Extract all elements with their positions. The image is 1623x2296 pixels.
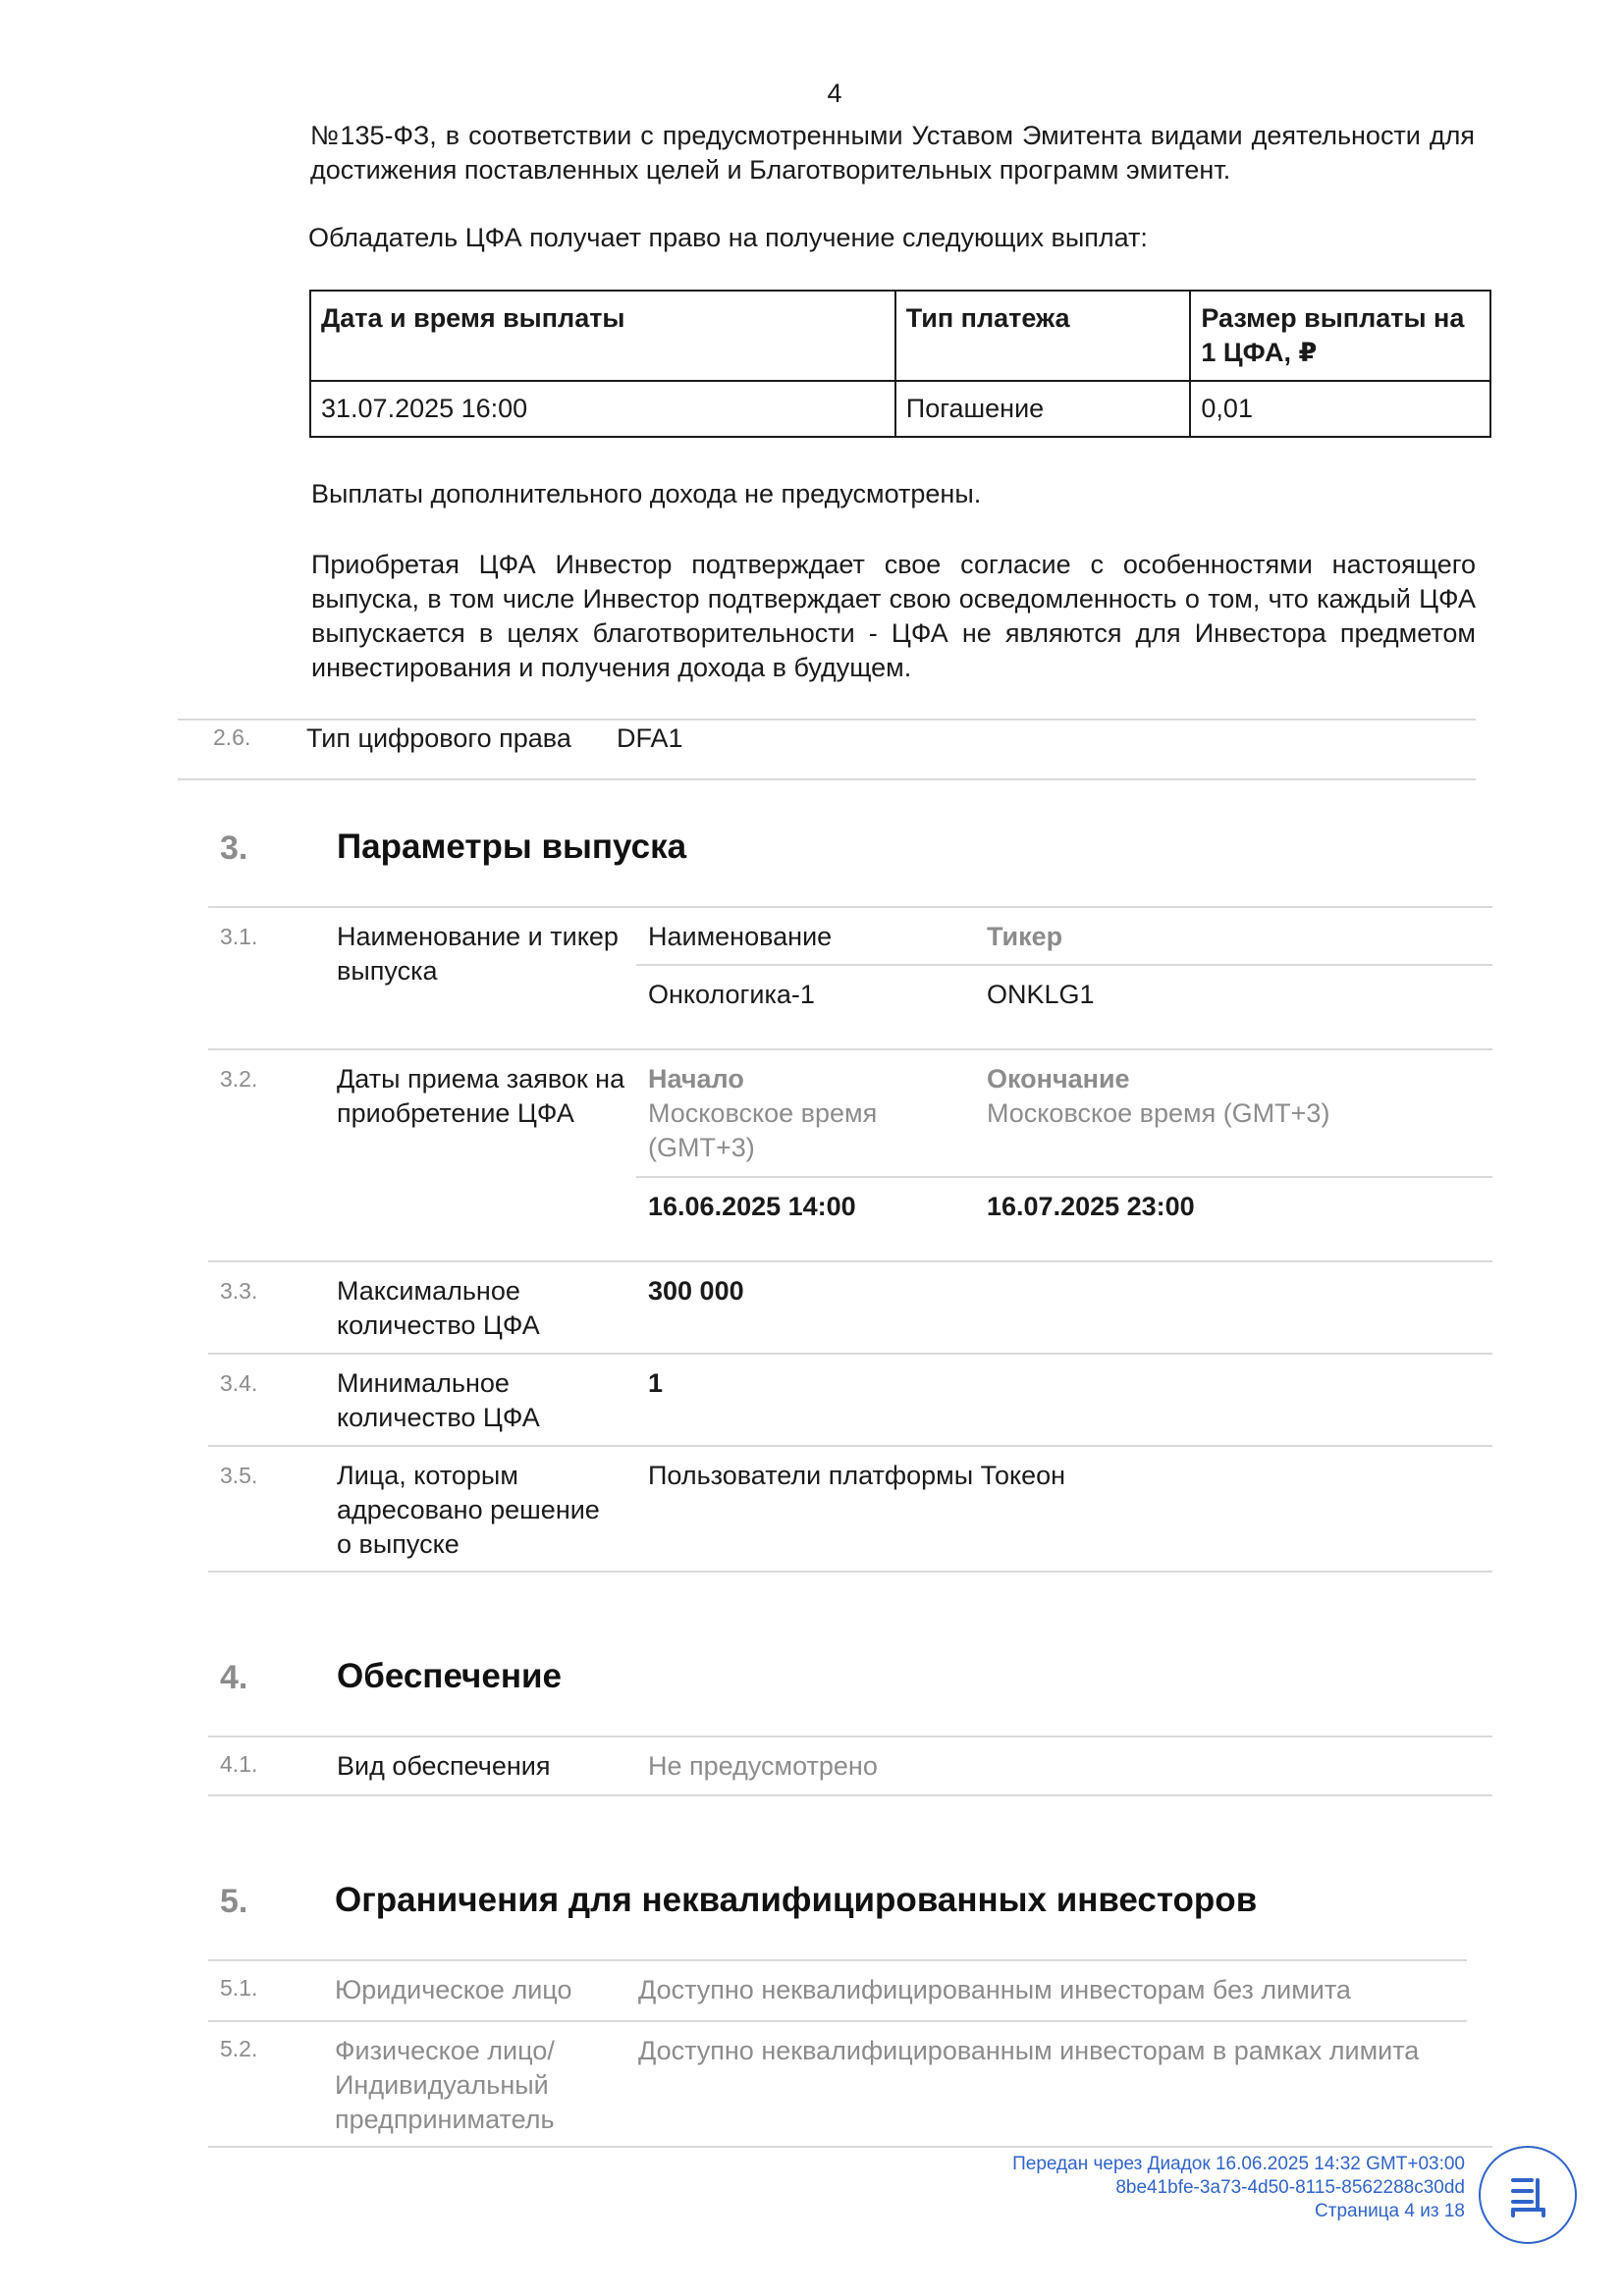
digital-right-type-value: DFA1 bbox=[617, 723, 683, 753]
item-number-3-3: 3.3. bbox=[220, 1278, 258, 1304]
diadoc-logo-icon bbox=[1479, 2146, 1577, 2244]
divider bbox=[636, 964, 1492, 966]
issue-name-ticker-label: Наименование и тикер выпуска bbox=[337, 922, 619, 986]
addressees-value: Пользователи платформы Токеон bbox=[648, 1461, 1066, 1490]
payments-table-header-row bbox=[310, 291, 1490, 381]
digital-right-type-label: Тип цифрового права bbox=[306, 723, 571, 753]
divider bbox=[178, 719, 1476, 721]
divider bbox=[636, 1176, 1492, 1178]
divider bbox=[178, 778, 1476, 780]
item-number-3-1: 3.1. bbox=[220, 924, 258, 949]
collateral-type-value: Не предусмотрено bbox=[648, 1751, 878, 1781]
section-3-number: 3. bbox=[220, 829, 248, 867]
item-number-3-5: 3.5. bbox=[220, 1463, 258, 1488]
max-quantity-label: Максимальное количество ЦФА bbox=[337, 1276, 540, 1340]
page-number: 4 bbox=[827, 79, 842, 108]
section-3-title: Параметры выпуска bbox=[337, 828, 687, 866]
item-number-5-1: 5.1. bbox=[220, 1975, 258, 2001]
divider bbox=[208, 906, 1492, 908]
stamp-page-count: Страница 4 из 18 bbox=[1315, 2201, 1465, 2221]
payment-amount-cell: 0,01 bbox=[1190, 381, 1490, 437]
item-number-3-4: 3.4. bbox=[220, 1370, 258, 1396]
no-extra-income-paragraph: Выплаты дополнительного дохода не предусмотрены. bbox=[311, 479, 982, 508]
item-number-4-1: 4.1. bbox=[220, 1751, 258, 1777]
issue-name-value: Онкологика-1 bbox=[648, 980, 815, 1009]
intro-paragraph-2: Обладатель ЦФА получает право на получение следующих выплат: bbox=[308, 223, 1148, 252]
payment-date-cell: 31.07.2025 16:00 bbox=[310, 381, 895, 437]
item-number-3-2: 3.2. bbox=[220, 1066, 258, 1092]
start-header: Начало bbox=[648, 1064, 744, 1094]
divider bbox=[208, 1959, 1467, 1961]
issue-name-header: Наименование bbox=[648, 922, 833, 951]
min-quantity-value: 1 bbox=[648, 1368, 664, 1398]
end-header: Окончание bbox=[987, 1064, 1130, 1094]
divider bbox=[208, 1445, 1492, 1447]
individual-value: Доступно неквалифицированным инвесторам в рамках лимита bbox=[638, 2036, 1420, 2065]
start-datetime-value: 16.06.2025 14:00 bbox=[648, 1192, 856, 1221]
ticker-header: Тикер bbox=[987, 922, 1063, 951]
start-timezone-note: Московское время (GMT+3) bbox=[648, 1098, 878, 1162]
payments-table bbox=[309, 290, 1491, 438]
payments-header-type: Тип платежа bbox=[895, 291, 1191, 381]
max-quantity-value: 300 000 bbox=[648, 1276, 744, 1306]
table-row bbox=[310, 381, 1490, 437]
intro-paragraph-1: №135-ФЗ, в соответствии с предусмотренными Уставом Эмитента видами деятельности для достижения поставленных целей и Благотворительных программ эмитент. bbox=[310, 121, 1475, 185]
end-timezone-note: Московское время (GMT+3) bbox=[987, 1098, 1330, 1128]
divider bbox=[208, 1048, 1492, 1050]
collateral-type-label: Вид обеспечения bbox=[337, 1751, 551, 1781]
divider bbox=[208, 1794, 1492, 1796]
payments-header-date: Дата и время выплаты bbox=[310, 291, 895, 381]
individual-label: Физическое лицо/ Индивидуальный предприниматель bbox=[335, 2036, 555, 2134]
application-dates-label: Даты приема заявок на приобретение ЦФА bbox=[337, 1064, 625, 1128]
section-5-title: Ограничения для неквалифицированных инвесторов bbox=[335, 1881, 1258, 1919]
divider bbox=[208, 1735, 1492, 1737]
diadoc-stamp bbox=[884, 2153, 1465, 2223]
section-4-title: Обеспечение bbox=[337, 1657, 562, 1695]
divider bbox=[208, 2020, 1467, 2022]
legal-entity-value: Доступно неквалифицированным инвесторам без лимита bbox=[638, 1975, 1351, 2004]
legal-entity-label: Юридическое лицо bbox=[335, 1975, 572, 2004]
section-4-number: 4. bbox=[220, 1659, 248, 1696]
payment-type-cell: Погашение bbox=[895, 381, 1191, 437]
min-quantity-label: Минимальное количество ЦФА bbox=[337, 1368, 540, 1432]
addressees-label: Лица, которым адресовано решение о выпуске bbox=[337, 1461, 600, 1559]
item-number-2-6: 2.6. bbox=[213, 724, 251, 750]
section-5-number: 5. bbox=[220, 1883, 248, 1920]
divider bbox=[208, 1571, 1492, 1573]
divider bbox=[208, 1260, 1492, 1262]
divider bbox=[208, 1353, 1492, 1355]
divider bbox=[208, 2146, 1492, 2148]
ticker-value: ONKLG1 bbox=[987, 980, 1095, 1009]
item-number-5-2: 5.2. bbox=[220, 2036, 258, 2061]
stamp-document-id: 8be41bfe-3a73-4d50-8115-8562288c30dd bbox=[1115, 2177, 1465, 2198]
payments-header-amount: Размер выплаты на 1 ЦФА, ₽ bbox=[1190, 291, 1490, 381]
stamp-transfer-line: Передан через Диадок 16.06.2025 14:32 GMT+03:00 bbox=[1012, 2154, 1465, 2174]
end-datetime-value: 16.07.2025 23:00 bbox=[987, 1192, 1195, 1221]
investor-consent-paragraph: Приобретая ЦФА Инвестор подтверждает свое согласие с особенностями настоящего выпуска, в том числе Инвестор подтверждает свою осведомленность о том, что каждый ЦФА выпускается в целях благотворительности - ЦФА не являются для Инвестора предметом инвестирования и получения дохода в будущем. bbox=[311, 550, 1476, 682]
